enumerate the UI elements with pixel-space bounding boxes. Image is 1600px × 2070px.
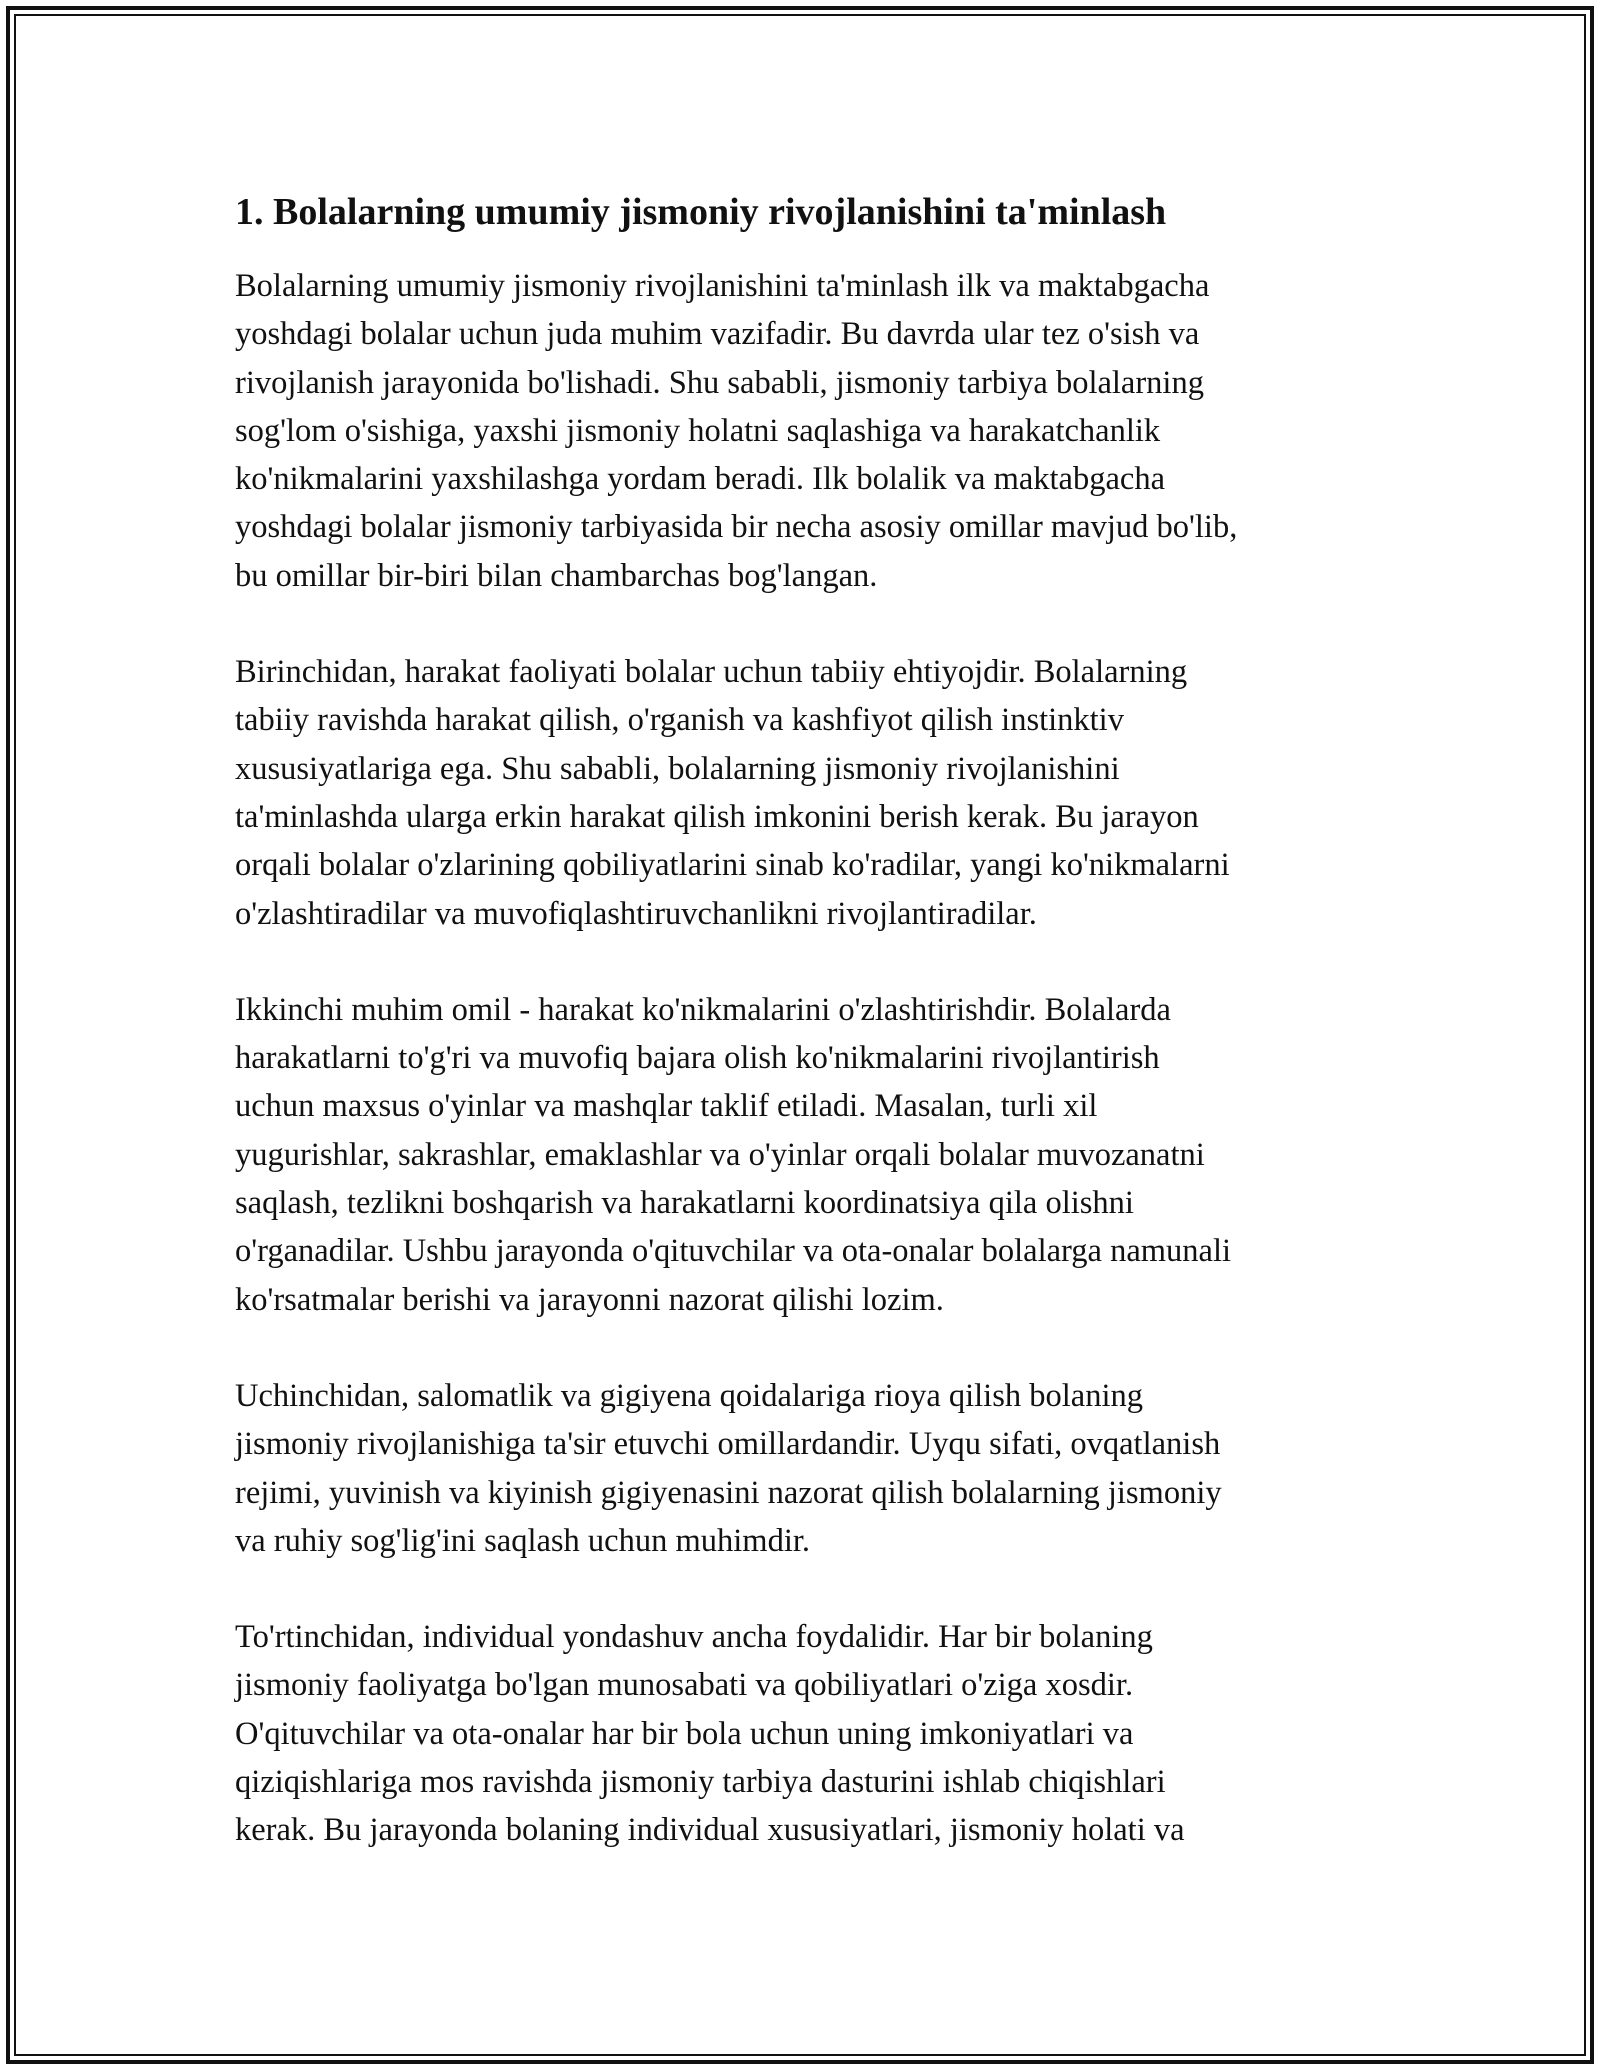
section-heading: 1. Bolalarning umumiy jismoniy rivojlanishini ta'minlash: [235, 191, 1167, 233]
document-body: [235, 186, 1385, 1903]
paragraph-third-factor: Uchinchidan, salomatlik va gigiyena qoidalariga rioya qilish bolaning jismoniy rivojlanishiga ta'sir etuvchi omillardandir. Uyqu sifati, ovqatlanish rejimi, yuvinish va kiyinish gigiyenasini nazorat qilish bolalarning jismoniy va ruhiy sog'lig'ini saqlash uchun muhimdir.: [235, 1377, 1222, 1559]
paragraph-second-factor: Ikkinchi muhim omil - harakat ko'nikmalarini o'zlashtirishdir. Bolalarda harakatlarni to'g'ri va muvofiq bajara olish ko'nikmalarini rivojlantirish uchun maxsus o'yinlar va mashqlar taklif etiladi. Masalan, turli xil yugurishlar, sakrashlar, emaklashlar va o'yinlar orqali bolalar muvozanatni saqlash, tezlikni boshqarish va harakatlarni koordinatsiya qila olishni o'rganadilar. Ushbu jarayonda o'qituvchilar va ota-onalar bolalarga namunali ko'rsatmalar berishi va jarayonni nazorat qilishi lozim.: [235, 991, 1232, 1318]
paragraph-fourth-factor: To'rtinchidan, individual yondashuv ancha foydalidir. Har bir bolaning jismoniy faoliyatga bo'lgan munosabati va qobiliyatlari o'ziga xosdir. O'qituvchilar va ota-onalar har bir bola uchun uning imkoniyatlari va qiziqishlariga mos ravishda jismoniy tarbiya dasturini ishlab chiqishlari kerak. Bu jarayonda bolaning individual xususiyatlari, jismoniy holati va: [235, 1619, 1185, 1849]
paragraph-intro: Bolalarning umumiy jismoniy rivojlanishini ta'minlash ilk va maktabgacha yoshdagi bolalar uchun juda muhim vazifadir. Bu davrda ular tez o'sish va rivojlanish jarayonida bo'lishadi. Shu sababli, jismoniy tarbiya bolalarning sog'lom o'sishiga, yaxshi jismoniy holatni saqlashiga va harakatchanlik ko'nikmalarini yaxshilashga yordam beradi. Ilk bolalik va maktabgacha yoshdagi bolalar jismoniy tarbiyasida bir necha asosiy omillar mavjud bo'lib, bu omillar bir-biri bilan chambarchas bog'langan.: [235, 268, 1238, 594]
paragraph-first-factor: Birinchidan, harakat faoliyati bolalar uchun tabiiy ehtiyojdir. Bolalarning tabiiy ravishda harakat qilish, o'rganish va kashfiyot qilish instinktiv xususiyatlariga ega. Shu sababli, bolalarning jismoniy rivojlanishini ta'minlashda ularga erkin harakat qilish imkonini berish kerak. Bu jarayon orqali bolalar o'zlarining qobiliyatlarini sinab ko'radilar, yangi ko'nikmalarni o'zlashtiradilar va muvofiqlashtiruvchanlikni rivojlantiradilar.: [235, 654, 1230, 932]
